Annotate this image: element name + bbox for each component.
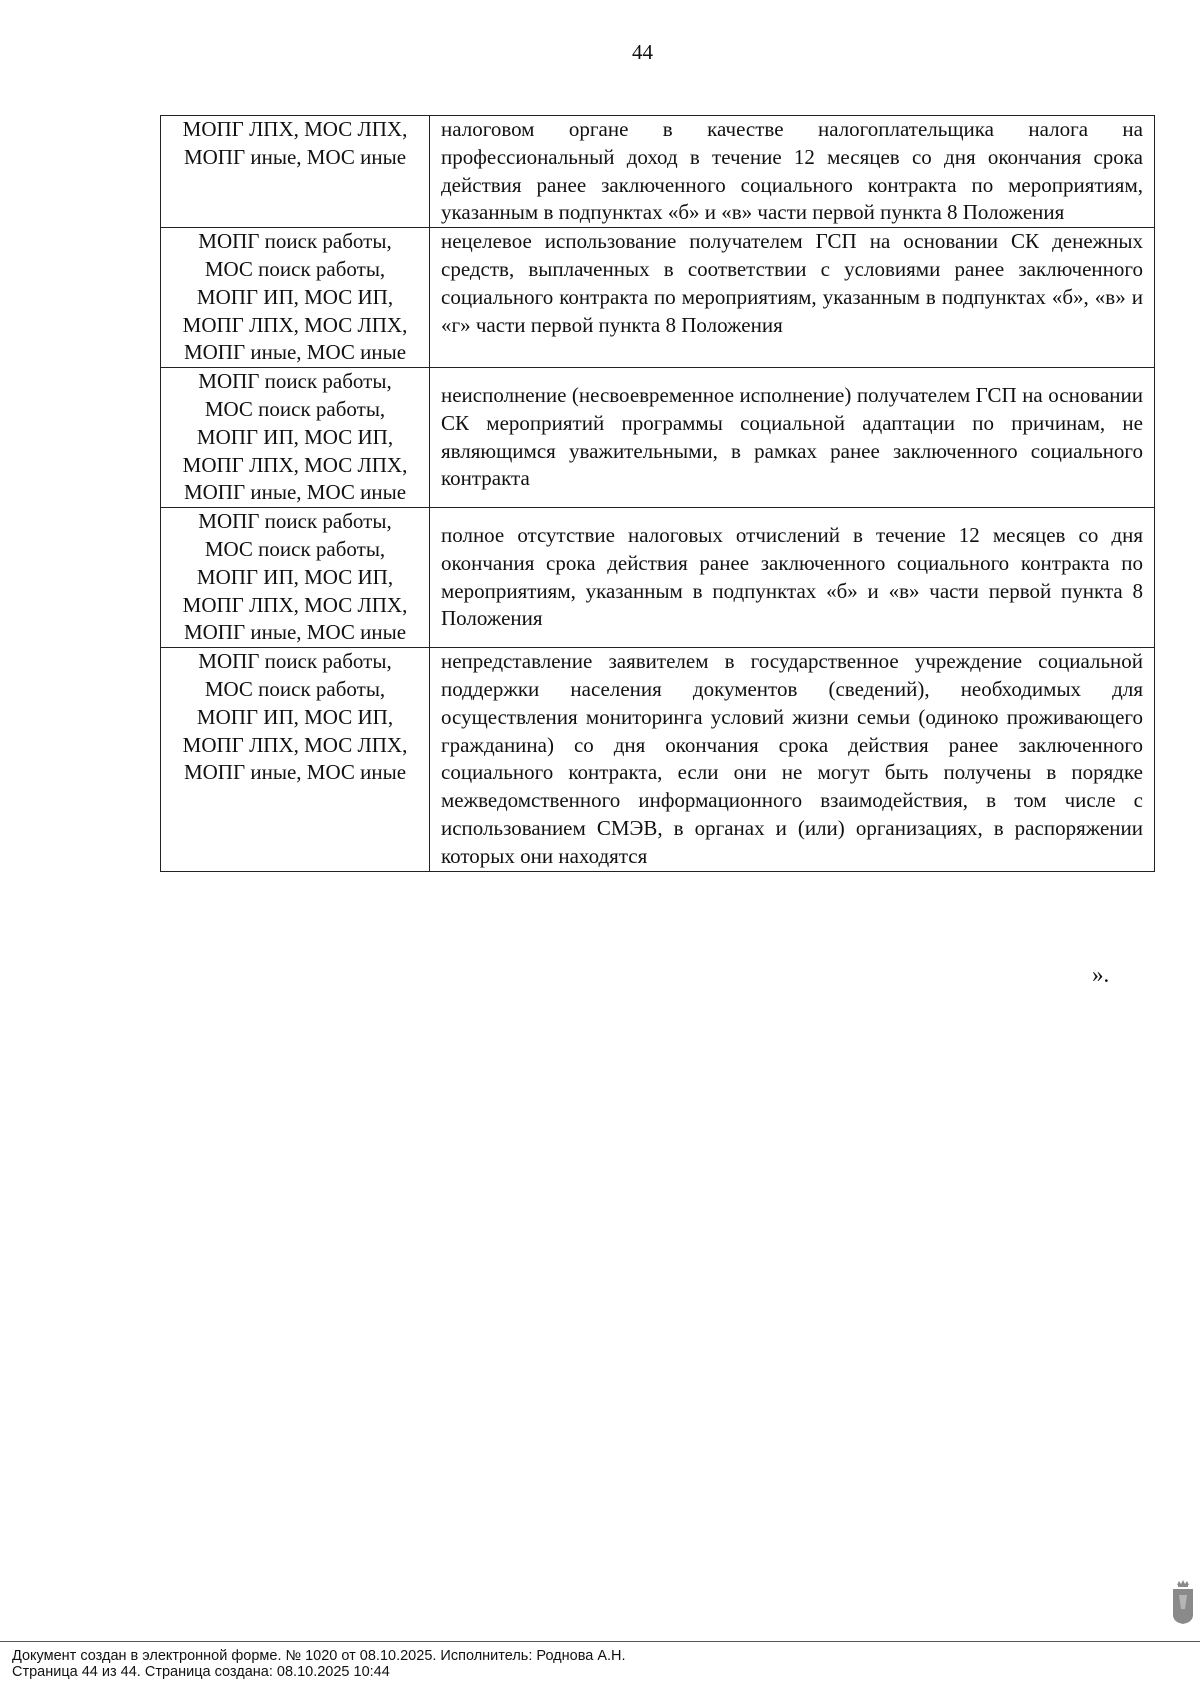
table-row: [161, 508, 1155, 648]
closing-quote: ».: [1092, 962, 1110, 987]
document-footer: [0, 1641, 1200, 1680]
coat-of-arms-icon: [1171, 1579, 1195, 1625]
table-row: [161, 368, 1155, 508]
reason-cell: полное отсутствие налоговых отчислений в течение 12 месяцев со дня окончания срока действия ранее заключенного социального контракта по мероприятиям, указанным в подпунктах «б» и «в» части первой пункта 8 Положения: [430, 508, 1155, 648]
recipients-cell: МОПГ поиск работы, МОС поиск работы, МОПГ ИП, МОС ИП, МОПГ ЛПХ, МОС ЛПХ, МОПГ иные, МОС иные: [161, 228, 430, 368]
recipients-cell: МОПГ поиск работы, МОС поиск работы, МОПГ ИП, МОС ИП, МОПГ ЛПХ, МОС ЛПХ, МОПГ иные, МОС иные: [161, 508, 430, 648]
recipients-cell: МОПГ ЛПХ, МОС ЛПХ, МОПГ иные, МОС иные: [161, 116, 430, 228]
reason-cell: непредставление заявителем в государственное учреждение социальной поддержки населения документов (сведений), необходимых для осуществления мониторинга условий жизни семьи (одиноко проживающего гражданина) со дня окончания срока действия ранее заключенного социального контракта, если они не могут быть получены в порядке межведомственного информационного взаимодействия, в том числе с использованием СМЭВ, в органах и (или) организациях, в распоряжении которых они находятся: [430, 648, 1155, 871]
reason-cell: нецелевое использование получателем ГСП на основании СК денежных средств, выплаченных в соответствии с условиями ранее заключенного социального контракта по мероприятиям, указанным в подпунктах «б», «в» и «г» части первой пункта 8 Положения: [430, 228, 1155, 368]
table-row: [161, 648, 1155, 871]
table-row: [161, 228, 1155, 368]
footer-document-info: Документ создан в электронной форме. № 1020 от 08.10.2025. Исполнитель: Роднова А.Н.: [12, 1648, 626, 1664]
recipients-cell: МОПГ поиск работы, МОС поиск работы, МОПГ ИП, МОС ИП, МОПГ ЛПХ, МОС ЛПХ, МОПГ иные, МОС иные: [161, 368, 430, 508]
reason-cell: неисполнение (несвоевременное исполнение) получателем ГСП на основании СК мероприятий программы социальной адаптации по причинам, не являющимся уважительными, в рамках ранее заключенного социального контракта: [430, 368, 1155, 508]
footer-page-info: Страница 44 из 44. Страница создана: 08.10.2025 10:44: [12, 1664, 390, 1680]
table-row: [161, 116, 1155, 228]
criteria-table: [160, 115, 1155, 872]
page-number: 44: [632, 40, 653, 64]
reason-cell: налоговом органе в качестве налогоплательщика налога на профессиональный доход в течение 12 месяцев со дня окончания срока действия ранее заключенного социального контракта по мероприятиям, указанным в подпунктах «б» и «в» части первой пункта 8 Положения: [430, 116, 1155, 228]
recipients-cell: МОПГ поиск работы, МОС поиск работы, МОПГ ИП, МОС ИП, МОПГ ЛПХ, МОС ЛПХ, МОПГ иные, МОС иные: [161, 648, 430, 871]
